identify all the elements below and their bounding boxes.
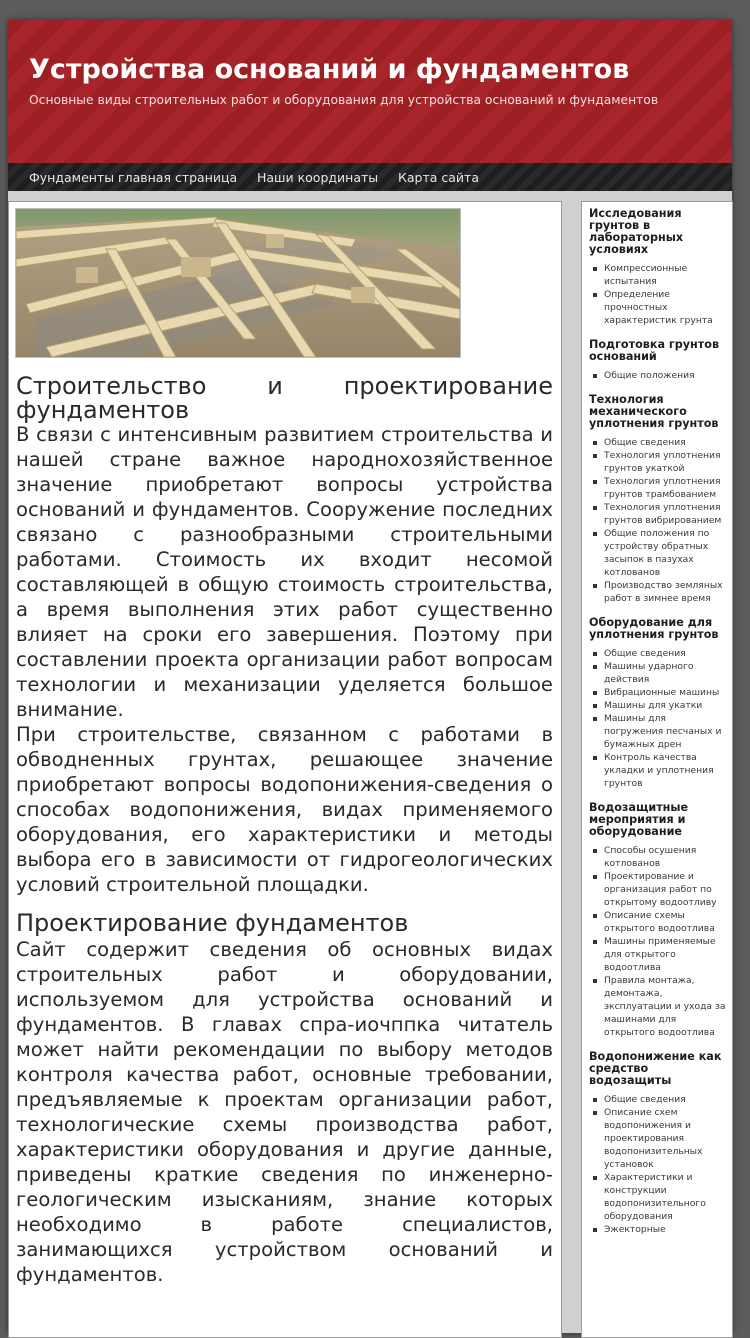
- main-content: [8, 201, 562, 1338]
- sidebar-link[interactable]: Описание схемы открытого водоотлива: [604, 909, 726, 935]
- site-title[interactable]: Устройства оснований и фундаментов: [29, 54, 630, 85]
- sidebar-list: [589, 647, 726, 790]
- sidebar-link[interactable]: Технология уплотнения грунтов укаткой: [604, 449, 726, 475]
- sidebar-list: [589, 262, 726, 327]
- sidebar-link[interactable]: Машины для укатки: [604, 699, 726, 712]
- foundation-formwork-image: [15, 208, 461, 358]
- sidebar-link[interactable]: Технология уплотнения грунтов вибрированием: [604, 501, 726, 527]
- sidebar-list: [589, 369, 726, 382]
- sidebar-link[interactable]: Правила монтажа, демонтажа, эксплуатации и ухода за машинами для открытого водоотлива: [604, 975, 726, 1038]
- sidebar-link[interactable]: Характеристики и конструкции водопонизительного оборудования: [604, 1171, 726, 1223]
- sidebar-link[interactable]: Компрессионные испытания: [604, 262, 726, 288]
- sidebar-list: [589, 436, 726, 605]
- sidebar-link[interactable]: Контроль качества укладки и уплотнения грунтов: [604, 751, 726, 790]
- sidebar-link[interactable]: Способы осушения котлованов: [604, 844, 726, 870]
- sidebar-section-title: Оборудование для уплотнения грунтов: [589, 616, 719, 641]
- sidebar-link[interactable]: Общие сведения: [604, 436, 726, 449]
- article-paragraph: При строительстве, связанном с работами в обводненных грунтах, решающее значение приобретают вопросы водопонижения-сведения о способах водопонижения, видах применяемого оборудования, его характеристики и методы выбора его в зависимости от гидрогеологических условий строительной площадки.: [16, 723, 553, 896]
- sidebar-link[interactable]: Общие сведения: [604, 647, 726, 660]
- content-area: [8, 191, 732, 1333]
- article: [16, 374, 553, 1287]
- sidebar-link[interactable]: Проектирование и организация работ по открытому водоотливу: [604, 870, 726, 909]
- article-paragraph: Сайт содержит сведения об основных видах строительных работ и оборудовании, используемом для устройства оснований и фундаментов. В главах спра-иочппка читатель может найти рекомендации по выбору методов контроля качества работ, основные требовании, предъявляемые к проектам организации работ, технологические схемы производства работ, характеристики оборудования и другие данные, приведены краткие сведения по инженерно-геологическим изысканиям, знание которых необходимо в работе специалистов, занимающихся устройством оснований и фундаментов.: [16, 938, 553, 1286]
- article-subheading: Проектирование фундаментов: [16, 909, 409, 937]
- page-wrapper: [8, 20, 732, 1333]
- sidebar-link[interactable]: Вибрационные машины: [604, 686, 726, 699]
- sidebar-section-title: Технология механического уплотнения грунтов: [589, 393, 719, 430]
- sidebar-section-title: Водопонижение как средство водозащиты: [589, 1050, 722, 1087]
- sidebar-link[interactable]: Технология уплотнения грунтов трамбованием: [604, 475, 726, 501]
- sidebar-link[interactable]: Машины применяемые для открытого водоотлива: [604, 935, 726, 974]
- sidebar-link[interactable]: Общие положения по устройству обратных засыпок в пазухах котлованов: [604, 527, 726, 579]
- sidebar-link[interactable]: Общие сведения: [604, 1093, 726, 1106]
- sidebar-link[interactable]: Описание схем водопонижения и проектирования водопонизительных установок: [604, 1106, 726, 1171]
- nav-link-home[interactable]: Фундаменты главная страница: [29, 170, 238, 185]
- sidebar-section-title: Водозащитные мероприятия и оборудование: [589, 801, 689, 838]
- article-paragraph: В связи с интенсивным развитием строительства и нашей стране важное народнохозяйственное значение приобретают вопросы устройства оснований и фундаментов. Сооружение последних связано с разнообразными строительными работами. Стоимость их входит несомой составляющей в общую стоимость строительства, а время выполнения этих работ существенно влияет на сроки его завершения. Поэтому при составлении проекта организации работ вопросам технологии и механизации уделяется большое внимание.: [16, 423, 553, 721]
- sidebar-link[interactable]: Определение прочностных характеристик грунта: [604, 288, 726, 327]
- sidebar-link[interactable]: Общие положения: [604, 369, 726, 382]
- sidebar-link[interactable]: Машины для погружения песчаных и бумажных дрен: [604, 712, 726, 751]
- site-header: [8, 20, 732, 164]
- sidebar-section-title: Исследования грунтов в лабораторных условиях: [589, 207, 684, 256]
- sidebar-link[interactable]: Эжекторные: [604, 1223, 726, 1236]
- main-navigation: [8, 163, 732, 191]
- site-description: Основные виды строительных работ и оборудования для устройства оснований и фундаментов: [29, 93, 659, 107]
- sidebar-list: [589, 844, 726, 1039]
- sidebar-list: [589, 1093, 726, 1236]
- nav-link-contacts[interactable]: Наши координаты: [257, 170, 379, 185]
- sidebar-section-title: Подготовка грунтов оснований: [589, 338, 720, 363]
- sidebar: [581, 201, 733, 1338]
- nav-link-sitemap[interactable]: Карта сайта: [398, 170, 479, 185]
- sidebar-link[interactable]: Машины ударного действия: [604, 660, 726, 686]
- article-heading: Строительство и проектирование фундаментов: [16, 372, 553, 424]
- sidebar-link[interactable]: Производство земляных работ в зимнее время: [604, 579, 726, 605]
